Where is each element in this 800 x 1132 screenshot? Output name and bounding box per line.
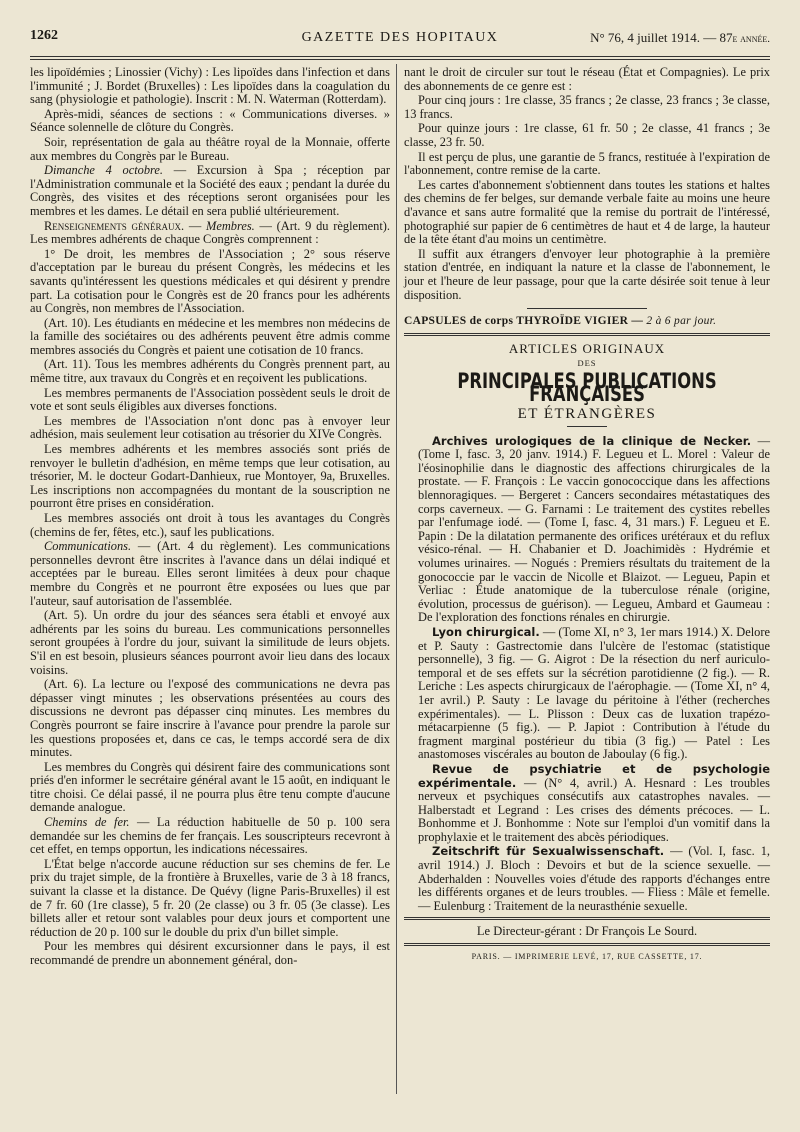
paragraph: (Art. 5). Un ordre du jour des séances sera établi et envoyé aux adhérents par les soins du bureau. Les communications personnelles seront groupées à l'ordre du jour, suivant la similitude de leurs objets. S'il en est besoin, plusieurs séances pourront avoir lieu dans des locaux voisins. (30, 608, 390, 677)
section-heading-main: PRINCIPALES PUBLICATIONS FRANÇAISES (457, 368, 717, 407)
divider (404, 943, 770, 946)
paragraph: les lipoïdémies ; Linossier (Vichy) : Les lipoïdes dans l'infection et dans l'immunité ; J. Bordet (Bruxelles) : Les lipoïdes dans la coagulation du sang (physiologie et pathologie). Inscrit : M. N. Waterman (Rotterdam). (30, 65, 390, 107)
printer-imprint: PARIS. — IMPRIMERIE LEVÉ, 17, RUE CASSETTE, 17. (471, 952, 703, 962)
advertisement-dose: 2 à 6 par jour. (646, 315, 717, 328)
paragraph: Les membres du Congrès qui désirent faire des communications sont priés d'en informer le secrétaire général avant le 15 août, en indiquant le titre choisi. Ce délai passé, il ne pourra plus être tenu compte d'aucune demande analogue. (30, 759, 390, 815)
paragraph-lead: Dimanche 4 octobre. (44, 163, 164, 178)
left-column (30, 66, 390, 969)
divider (527, 308, 647, 309)
paragraph-body: — (Art. 4 du règlement). Les communications personnelles devront être inscrites à l'avance dans un délai indiqué et acceptées par le bureau. Elles seront limitées à deux pour chaque membre du Congrès et ne pourront être exposées ou lues que par l'auteur, sauf autorisation de l'assemblée. (30, 539, 390, 608)
paragraph-body: — La réduction habituelle de 50 p. 100 sera demandée sur les chemins de fer français. Les souscripteurs recevront à cet effet, en temps opportun, les indications nécessaires. (30, 815, 390, 857)
paragraph: (Art. 10). Les étudiants en médecine et les membres non médecins de la famille des sociétaires ou des adhérents peuvent être admis comme membres associés du Congrès et paient une cotisation de 10 francs. (30, 315, 390, 357)
page-header (30, 28, 770, 50)
subsection-label: Chemins de fer. (44, 815, 130, 830)
journal-entry (404, 626, 770, 762)
section-heading: ARTICLES ORIGINAUX (508, 340, 666, 356)
journal-entry (404, 763, 770, 845)
paragraph: nant le droit de circuler sur tout le réseau (État et Compagnies). Le prix des abonnements de ce genre est : (404, 65, 770, 93)
journal-entry-text: — (Vol. I, fasc. 1, avril 1914.) J. Bloch : Devoirs et but de la science sexuelle. — Abderhalden : Nouvelles voies d'étude des rapports d'échanges entre les différents organes et de leurs troubles. — Fliess : Mâle et femelle. — Eulenburg : Traitement de la neurasthénie sexuelle. (418, 844, 770, 913)
subsection-label: Membres. (206, 218, 255, 233)
issue-year-suffix: e année. (732, 33, 770, 45)
section-heading-sub: ET ÉTRANGÈRES (517, 406, 657, 423)
journal-name: Revue de psychiatrie et de psychologie expérimentale. (418, 761, 770, 790)
paragraph: Il est perçu de plus, une garantie de 5 francs, restituée à l'expiration de l'abonnement, contre remise de la carte. (404, 149, 770, 178)
journal-entry-text: — (Tome I, fasc. 3, 20 janv. 1914.) F. Legueu et L. Morel : Valeur de l'éosinophilie dans le diagnostic des affections chirurgicales de la prostate. — F. François : Le vaccin gonococcique dans les affections blennoragiques. — Bergeret : Cancers secondaires métastatiques des corps caverneux. — G. Farnami : Le traitement des cystites rebelles par l'enfumage iodé. — (Tome I, fasc. 4, 31 mars.) F. Legueu et E. Papin : De la dilatation permanente des orifices urétéraux et du reflux vésico-rénal. — H. Chabanier et D. Joachimidès : Hydrémie et volumes urinaires. — Nogués : Premiers résultats du traitement de la gonococcie par le vaccin de Nicolle et Blaizot. — Legueu, Papin et Verliac : Étude anatomique de la tuberculose rénale (origine, évolution, processus de guérison). — Legueu, Ambard et Gaumeau : De l'exploration des fonctions rénales en chirurgie. (418, 433, 770, 625)
journal-name: Zeitschrift für Sexualwissenschaft. (432, 844, 665, 859)
journal-entry (404, 845, 770, 913)
paragraph: Pour quinze jours : 1re classe, 61 fr. 50 ; 2e classe, 41 francs ; 3e classe, 23 fr. 50. (404, 121, 770, 149)
paragraph: L'État belge n'accorde aucune réduction sur ses chemins de fer. Le prix du trajet simple, de la frontière à Bruxelles, varie de 3 à 18 francs, suivant la classe et la distance. De Quévy (ligne Paris-Bruxelles) il est de 7 fr. 60 (1re classe), 5 fr. 20 (2e classe) ou 3 fr. 05 (3e classe). Les billets aller et retour sont valables pour deux jours et comportent une réduction de 20 p. 100 sur le double du prix d'un billet simple. (30, 856, 390, 939)
journal-name: Archives urologiques de la clinique de Necker. (432, 433, 752, 448)
journal-title: GAZETTE DES HOPITAUX (301, 30, 499, 45)
divider (567, 426, 607, 427)
paragraph: Après-midi, séances de sections : « Communications diverses. » Séance solennelle de clôture du Congrès. (30, 106, 390, 135)
paragraph: Les membres permanents de l'Association possèdent seuls le droit de vote et sont seuls éligibles aux diverses fonctions. (30, 385, 390, 414)
header-rule-secondary (30, 59, 770, 60)
subsection-label: Communications. (44, 539, 132, 554)
paragraph: (Art. 11). Tous les membres adhérents du Congrès prennent part, au même titre, aux travaux du Congrès et en reçoivent les publications. (30, 357, 390, 386)
paragraph (30, 816, 390, 857)
journal-entry (404, 435, 770, 625)
paragraph: 1° De droit, les membres de l'Association ; 2° sous réserve d'acceptation par le bureau du présent Congrès, les médecins et les savants qu'intéressent les questions médicales et qui désirent y prendre part. La cotisation pour le Congrès est de 20 francs pour les adhérents au Congrès, non membres de l'Association. (30, 246, 390, 316)
paragraph-body: — Excursion à Spa ; réception par l'Administration communale et la Société des eaux ; pendant la durée du Congrès, des visites et des réceptions seront organisées pour les membres et les dames. Le détail en sera publié ultérieurement. (30, 163, 390, 218)
paragraph-body: — (Art. 9 du règlement). Les membres adhérents de chaque Congrès comprennent : (30, 218, 391, 247)
section-label: Renseignements généraux. (44, 218, 185, 233)
paragraph: Pour cinq jours : 1re classe, 35 francs ; 2e classe, 23 francs ; 3e classe, 13 francs. (404, 93, 770, 121)
journal-name: Lyon chirurgical. (432, 624, 540, 639)
paragraph: Les membres de l'Association n'ont donc pas à envoyer leur adhésion, mais seulement leur cotisation au trésorier du XIVe Congrès. (30, 413, 390, 442)
paragraph: Il suffit aux étrangers d'envoyer leur photographie à la première station d'entrée, en indiquant la nature et la classe de l'abonnement, le jour et l'heure de leur passage, pour que la carte désirée soit tenue à leur disposition. (404, 246, 770, 302)
paragraph: Les cartes d'abonnement s'obtiennent dans toutes les stations et haltes des chemins de fer belges, sur demande verbale faite au moins une heure d'avance et sans autre formalité que la remise du portrait de l'intéressé, photographié sur papier de 6 centimètres de haut et 4 de large, la hauteur de la tête étant d'au moins un centimètre. (404, 177, 770, 247)
paragraph: Les membres adhérents et les membres associés sont priés de renvoyer le bulletin d'adhésion, en même temps que leur cotisation, au trésorier, M. le docteur Godart-Danhieux, rue Montoyer, 9a, Bruxelles. Les inscriptions non accompagnées du montant de la souscription ne pourront être prises en considération. (30, 442, 390, 511)
advertisement-text: CAPSULES de corps THYROÏDE VIGIER — (404, 315, 647, 328)
header-rule (30, 56, 770, 57)
paragraph: Renseignements généraux. — Membres. — (Art. 9 du règlement). Les membres adhérents de chaque Congrès comprennent : (30, 218, 391, 247)
section-heading-des: DES (577, 358, 597, 369)
journal-entry-text: — (Tome XI, n° 3, 1er mars 1914.) X. Delore et P. Sauty : Gastrectomie dans l'ulcère de l'estomac (statistique personnelle), 3 fig. — G. Aigrot : De la résection du nerf auriculo-temporal et de ses effets sur la sécrétion parotidienne (2 fig.). — R. Leriche : Les aspects chirurgicaux de l'aérophagie. — (Tome XI, n° 4, 1er avril.) P. Sauty : Le lavage du péritoine à l'éther (recherches expérimentales). — L. Plisson : Deux cas de luxation trapézo-métacarpienne (5 fig.). — P. Japiot : Contribution à l'étude du fragment marginal postérieur du tibia (3 fig.) — Patel : Les anastomoses viscérales au bouton de Jaboulay (6 fig.). (418, 624, 770, 762)
page-number: 1262 (30, 28, 58, 43)
right-column (404, 66, 770, 964)
advertisement (404, 315, 770, 329)
journal-entry-text: — (N° 4, avril.) A. Hesnard : Les troubles nerveux et psychiques consécutifs aux catastrophes navales. — Halberstadt et Legrand : Les crises des déments précoces. — L. Bonhomme et J. Bonhomme : Note sur l'emploi d'un vomitif dans la prophylaxie et le traitement des abcès périodiques. (418, 775, 770, 844)
paragraph: Les membres associés ont droit à tous les avantages du Congrès (chemins de fer, fêtes, etc.), sauf les publications. (30, 511, 390, 539)
paragraph: Soir, représentation de gala au théâtre royal de la Monnaie, offerte aux membres du Congrès par le Bureau. (30, 134, 390, 163)
divider (404, 917, 770, 920)
paragraph: Pour les membres qui désirent excursionner dans le pays, il est recommandé de prendre un abonnement général, don- (30, 939, 390, 967)
issue-date (590, 30, 770, 46)
paragraph (30, 164, 390, 218)
issue-date-text: N° 76, 4 juillet 1914. — 87 (590, 30, 733, 45)
column-divider (396, 64, 397, 1094)
paragraph: (Art. 6). La lecture ou l'exposé des communications ne devra pas dépasser vingt minutes ; les observations présentées au cours des discussions ne devront pas dépasser cinq minutes. Les membres du Congrès pourront se faire inscrire à l'avance pour prendre la parole sur les questions proposées et, dans ce cas, le temps accordé sera de dix minutes. (30, 677, 390, 760)
director-signature: Le Directeur-gérant : Dr François Le Sourd. (476, 924, 698, 939)
paragraph (30, 540, 390, 608)
divider (404, 333, 770, 336)
